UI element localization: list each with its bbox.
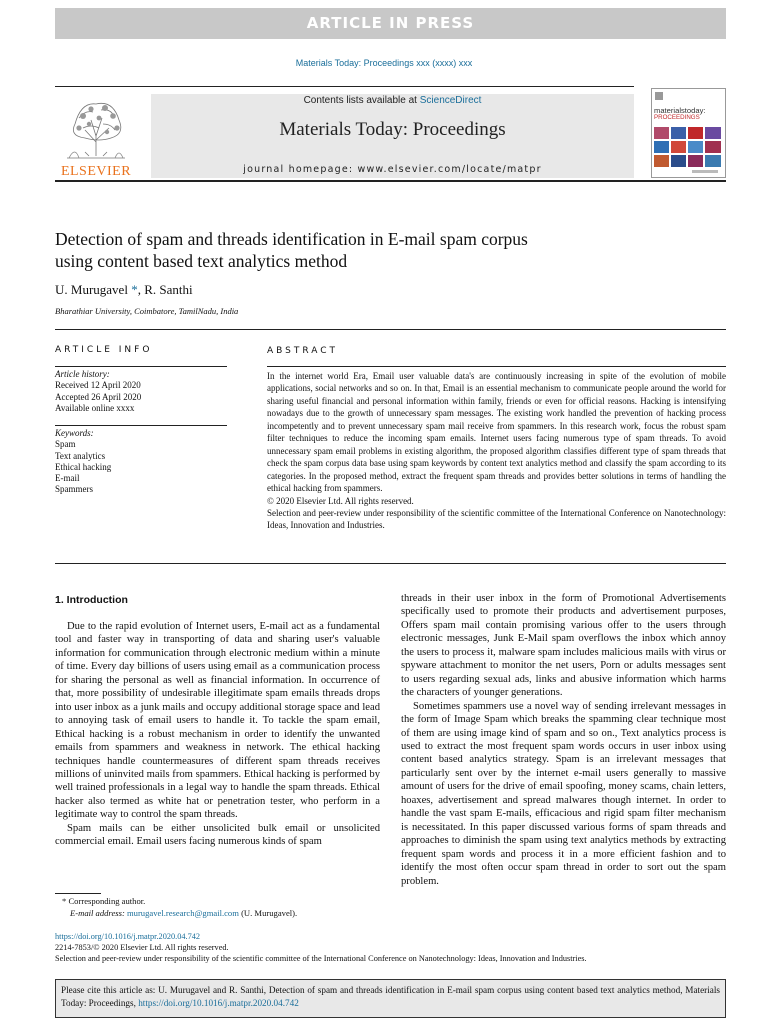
author-separator: ,: [137, 282, 145, 297]
abstract-text: In the internet world Era, Email user valuable data's are continuously increasing in spite of the evolution of mobile applications, social networks and so on. In that, Email is an essential mechanism to communicate people around the world for sharing useful financial and personal information within family, friends or even for official reasons. Hacking is intensifying nowadays due to the growth of unnecessary spam messages. The existing work handled the prevention of hacking process incompetently and to prevent unnecessary spam mail receive from spammers. In this research work, focus the robust spam filter techniques to reduce the incoming spam emails. Internet users facing numerous type of spam threads. To avoid unnecessary spam email problems in existing algorithm, the proposed algorithm classifies different type of spam threads that check the spam corpus data base using spam keywords by content text analytics method and classify the spam according to its categories. In the proposed method, extract the frequent spam threads and provides better solutions in terms of handling the ethical hacking from spammers.: [267, 371, 726, 494]
citation-doi-link[interactable]: https://doi.org/10.1016/j.matpr.2020.04.742: [138, 997, 299, 1008]
cover-brand-sub: PROCEEDINGS: [654, 114, 700, 121]
author-list: [55, 282, 193, 298]
author-email-link[interactable]: murugavel.research@gmail.com: [126, 907, 239, 918]
intro-paragraph-3: threads in their user inbox in the form of Promotional Advertisements specifically used to promote their products and advertisement purposes, Offers spam mail contain promising various offer to the users through electronic messages, Junk E-Mail spam overflows the inbox which annoy the users to process it, malware spam includes malicious mails with virus or spyware attachment to monitor the net users, Porn or adults messages sent to users regarding sexual ads, links and abusive information which harms the characters of younger generations.: [401, 593, 726, 699]
issn-line: 2214-7853/© 2020 Elsevier Ltd. All rights reserved.: [55, 943, 229, 952]
keywords-list: [55, 428, 111, 496]
elsevier-wordmark: ELSEVIER: [60, 164, 132, 179]
keyword-item: E-mail: [55, 473, 80, 484]
abstract-bottom-rule: [55, 563, 726, 564]
article-title: [55, 228, 655, 272]
doi-link[interactable]: https://doi.org/10.1016/j.matpr.2020.04.742: [55, 932, 201, 941]
contents-available-line: [151, 95, 634, 106]
contents-prefix: Contents lists available at: [303, 95, 420, 106]
article-info-rule: [55, 366, 227, 367]
introduction-heading: 1. Introduction: [55, 594, 128, 606]
footnote: [62, 896, 297, 919]
abstract-copyright: © 2020 Elsevier Ltd. All rights reserved.: [267, 495, 414, 506]
journal-header-box: [151, 94, 634, 178]
title-divider: [55, 329, 726, 330]
corresponding-author-note: Corresponding author.: [68, 896, 146, 906]
left-column: [55, 620, 380, 849]
affiliation: Bharathiar University, Coimbatore, TamilNadu, India: [55, 306, 239, 316]
article-in-press-banner: ARTICLE IN PRESS: [55, 8, 726, 39]
abstract-rule: [267, 366, 726, 367]
keywords-rule: [55, 425, 227, 426]
title-line-2: using content based text analytics method: [55, 251, 348, 271]
footnote-mark: *: [62, 896, 67, 906]
keyword-item: Spam: [55, 439, 76, 450]
journal-name: Materials Today: Proceedings: [279, 119, 506, 140]
author-2[interactable]: R. Santhi: [144, 282, 193, 297]
abstract-body: [267, 370, 726, 532]
keyword-item: Text analytics: [55, 450, 106, 461]
cover-brand: materialstoday:: [654, 106, 706, 115]
cover-publisher-mark-icon: [655, 92, 663, 100]
header-rule-bottom: [55, 180, 726, 182]
abstract-peer-review: Selection and peer-review under responsibility of the scientific committee of the International Conference on Nanotechnology: Ideas, Innovation and Industries.: [267, 507, 726, 531]
article-history: [55, 369, 141, 414]
keyword-item: Spammers: [55, 484, 93, 495]
intro-paragraph-1: Due to the rapid evolution of Internet users, E-mail act as a fundamental tool and faster way in transporting of data and sharing user's valuable information for communication through electronic medium within a minute of time. Every day billions of users using email as a communication process for sharing the personal as well as financial information. In occurrence of that, more possibility of undesirable illegitimate spam emails threads drops into user inbox as a junk mails and occupy additional storage space and lead to annoying task of email users to handle it. To tackle the spam email, Ethical hacking is a robust mechanism in order to identify the unwanted emails from spammers and weakness in network. The ethical hacking techniques handle countermeasures of different spam threads receives millions of uninvited mails from spammers. Ethical hacking is performed by well trained professionals in a legal way to handle the spam threads. Ethical hacker also termed as white hat or penetration tester, who perform in a legitimate way to control the spam threads.: [55, 621, 380, 821]
received-date: Received 12 April 2020: [55, 380, 141, 391]
header-rule-top: [55, 86, 634, 87]
article-meta: [55, 931, 587, 964]
author-1[interactable]: U. Murugavel: [55, 282, 128, 297]
citation-box: [55, 979, 726, 1018]
sciencedirect-link[interactable]: ScienceDirect: [419, 95, 482, 106]
article-info-heading: ARTICLE INFO: [55, 345, 153, 355]
keywords-label: Keywords:: [55, 428, 94, 438]
journal-cover-thumbnail: [651, 88, 726, 178]
online-date: Available online xxxx: [55, 402, 135, 413]
intro-paragraph-4: Sometimes spammers use a novel way of sending irrelevant messages in the form of Image Spam which breaks the spamming clear technique most of them are using image kind of spam and so on., Text analytics process is used to extract the most frequent spam words occurs in user inbox using content based analytics strategy. Spam is an irrelevant messages that particularly sent over by the internet e-mail users generally to massive amount of users for the drive of email spoofing, money scams, chain letters, hoaxes, advertisement and spread malwares though internet. In order to handle the vast spam E-mails, efficacious and rigid spam filter mechanism is necessitated. In this paper discussed various forms of spam threads and approaches to diminish the spam using text analytics methods by extracting frequent spam words and process it in a more efficient fashion and to identify the most often occur spam thread in order to sort out the spam problem.: [401, 700, 726, 887]
abstract-heading: ABSTRACT: [267, 346, 339, 356]
accepted-date: Accepted 26 April 2020: [55, 391, 142, 402]
intro-paragraph-2: Spam mails can be either unsolicited bulk email or unsolicited commercial email. Email users facing numerous kinds of spam: [55, 822, 380, 848]
cover-mosaic-image: [652, 125, 725, 177]
corresponding-author-mark[interactable]: *: [131, 282, 138, 297]
keyword-item: Ethical hacking: [55, 461, 112, 472]
journal-homepage[interactable]: journal homepage: www.elsevier.com/locate/matpr: [243, 164, 542, 175]
citation-text: Please cite this article as: U. Murugavel and R. Santhi, Detection of spam and threads identification in E-mail spam corpus using content based text analytics method, Materials Today: Proceedings,: [61, 985, 720, 1008]
meta-peer-review: Selection and peer-review under responsibility of the scientific committee of the International Conference on Nanotechnology: Ideas, Innovation and Industries.: [55, 954, 587, 963]
history-label: Article history:: [55, 369, 110, 379]
journal-reference-link[interactable]: Materials Today: Proceedings xxx (xxxx) xxx: [295, 58, 473, 68]
email-owner: (U. Murugavel).: [238, 907, 298, 918]
email-label: E-mail address:: [70, 907, 127, 918]
footnote-rule: [55, 893, 101, 894]
title-line-1: Detection of spam and threads identification in E-mail spam corpus: [55, 229, 528, 249]
right-column: [401, 592, 726, 888]
